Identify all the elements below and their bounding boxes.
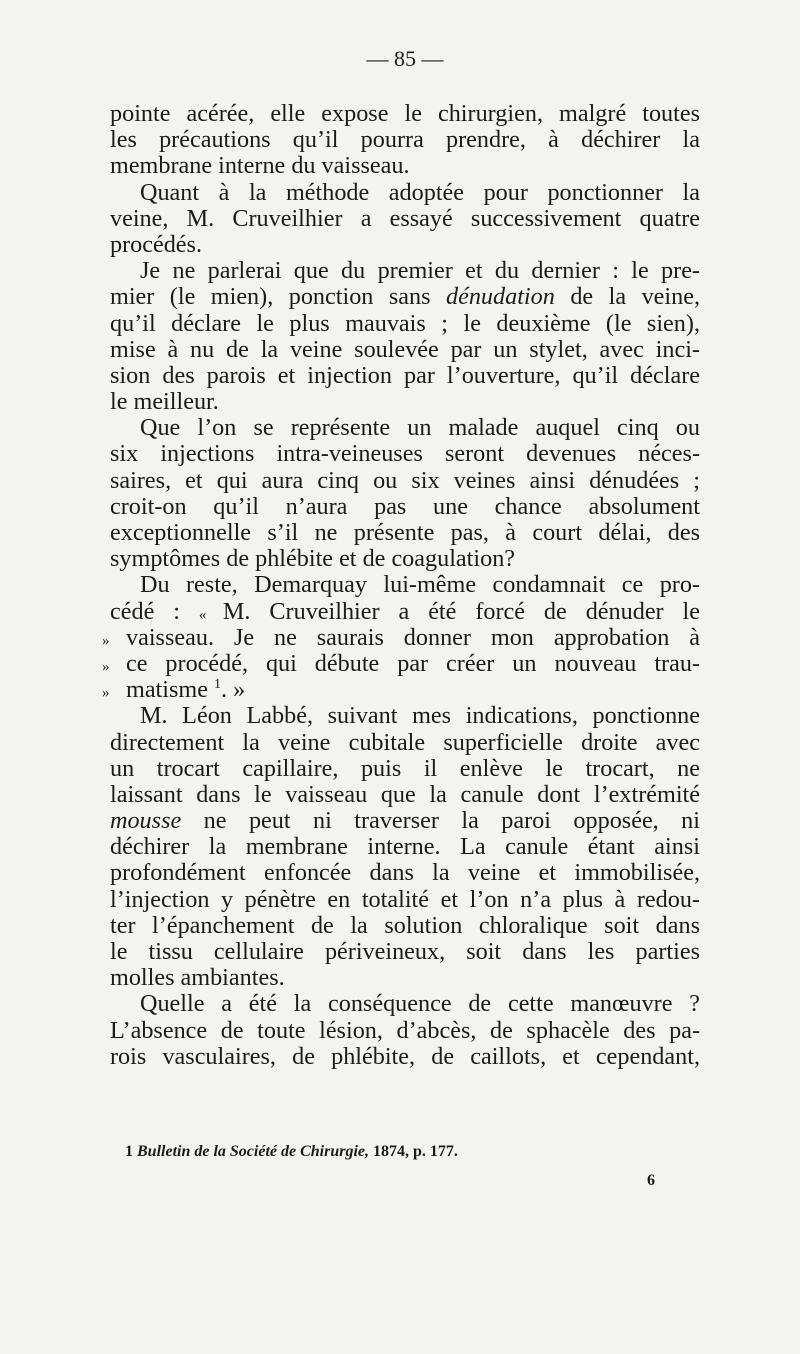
sheet-signature-number: 6 [647,1172,655,1189]
text-line: symptômes de phlébite et de coagulation? [110,545,516,573]
text-line: mise à nu de la veine soulevée par un stylet, avec inci- [110,335,700,363]
text-line: rois vasculaires, de phlébite, de caillots, et cependant, [110,1042,700,1070]
text-line: laissant dans le vaisseau que la canule dont l’extrémité [110,780,700,808]
footnote-source: Bulletin de la Société de Chirurgie, [137,1143,370,1160]
text-line: veine, M. Cruveilhier a essayé successivement quatre [110,204,700,232]
text-line: M. Léon Labbé, suivant mes indications, ponctionne [140,702,700,730]
text-line: ter l’épanchement de la solution chloralique soit dans [110,911,700,939]
text-segment: matisme [126,676,208,704]
text-line: directement la veine cubitale superficielle droite avec [110,728,700,756]
quote-mark: » [102,632,110,649]
emphasis-text: mousse [110,807,182,835]
text-line [110,808,700,834]
text-line: croit-on qu’il n’aura pas une chance absolument [110,492,700,520]
text-line: procédés. [110,230,203,258]
open-quote-mark: « [198,606,207,623]
page-number: — 85 — [366,46,444,71]
text-line: Que l’on se représente un malade auquel cinq ou [140,414,700,442]
text-line: Quant à la méthode adoptée pour ponctionner la [140,178,700,206]
footnote-reference: 1 [214,677,221,693]
footnote-number: 1 [125,1143,133,1160]
text-segment: mier (le mien), ponction sans [110,283,431,311]
text-line: molles ambiantes. [110,964,285,992]
footnote [125,1143,458,1161]
footnote-details: 1874, p. 177. [373,1143,458,1160]
text-segment: cédé : [110,597,180,625]
text-line [110,284,700,310]
text-line: pointe acérée, elle expose le chirurgien, malgré toutes [110,100,700,127]
text-line [102,677,700,703]
text-line: Du reste, Demarquay lui-même condamnait ce pro- [140,571,700,599]
text-line: L’absence de toute lésion, d’abcès, de sphacèle des pa- [110,1016,700,1044]
text-line: Je ne parlerai que du premier et du dernier : le pre- [140,257,700,285]
text-line [110,599,700,625]
text-segment: ce procédé, qui débute par créer un nouveau trau- [126,649,700,677]
text-line [102,625,700,651]
text-line: Quelle a été la conséquence de cette manœuvre ? [140,990,700,1018]
emphasis-text: dénudation [446,283,555,311]
text-line: exceptionnelle s’il ne présente pas, à court délai, des [110,519,700,546]
text-line: profondément enfoncée dans la veine et immobilisée, [110,859,700,887]
text-line: membrane interne du vaisseau. [110,152,410,180]
text-segment: . » [221,676,246,704]
text-segment: M. Cruveilhier a été forcé de dénuder le [222,597,701,625]
text-line: un trocart capillaire, puis il enlève le trocart, ne [110,754,700,782]
text-line: sion des parois et injection par l’ouverture, qu’il déclare [110,361,700,389]
text-segment: de la veine, [570,283,700,311]
text-segment: ne peut ni traverser la paroi opposée, ni [203,807,700,835]
text-line [102,651,700,677]
text-line: le meilleur. [110,388,219,416]
text-segment: vaisseau. Je ne saurais donner mon approbation à [126,623,700,651]
quote-mark: » [102,658,110,675]
text-line: les précautions qu’il pourra prendre, à déchirer la [110,126,700,154]
text-line: six injections intra-veineuses seront devenues néces- [110,440,700,468]
text-line: déchirer la membrane interne. La canule étant ainsi [110,833,700,861]
body-text [102,100,701,1070]
text-line: saires, et qui aura cinq ou six veines ainsi dénudées ; [110,466,700,494]
text-line: le tissu cellulaire périveineux, soit dans les parties [110,938,700,965]
text-line: qu’il déclare le plus mauvais ; le deuxième (le sien), [110,309,700,337]
quote-mark: » [102,685,110,702]
text-line: l’injection y pénètre en totalité et l’on n’a plus à redou- [110,885,700,913]
